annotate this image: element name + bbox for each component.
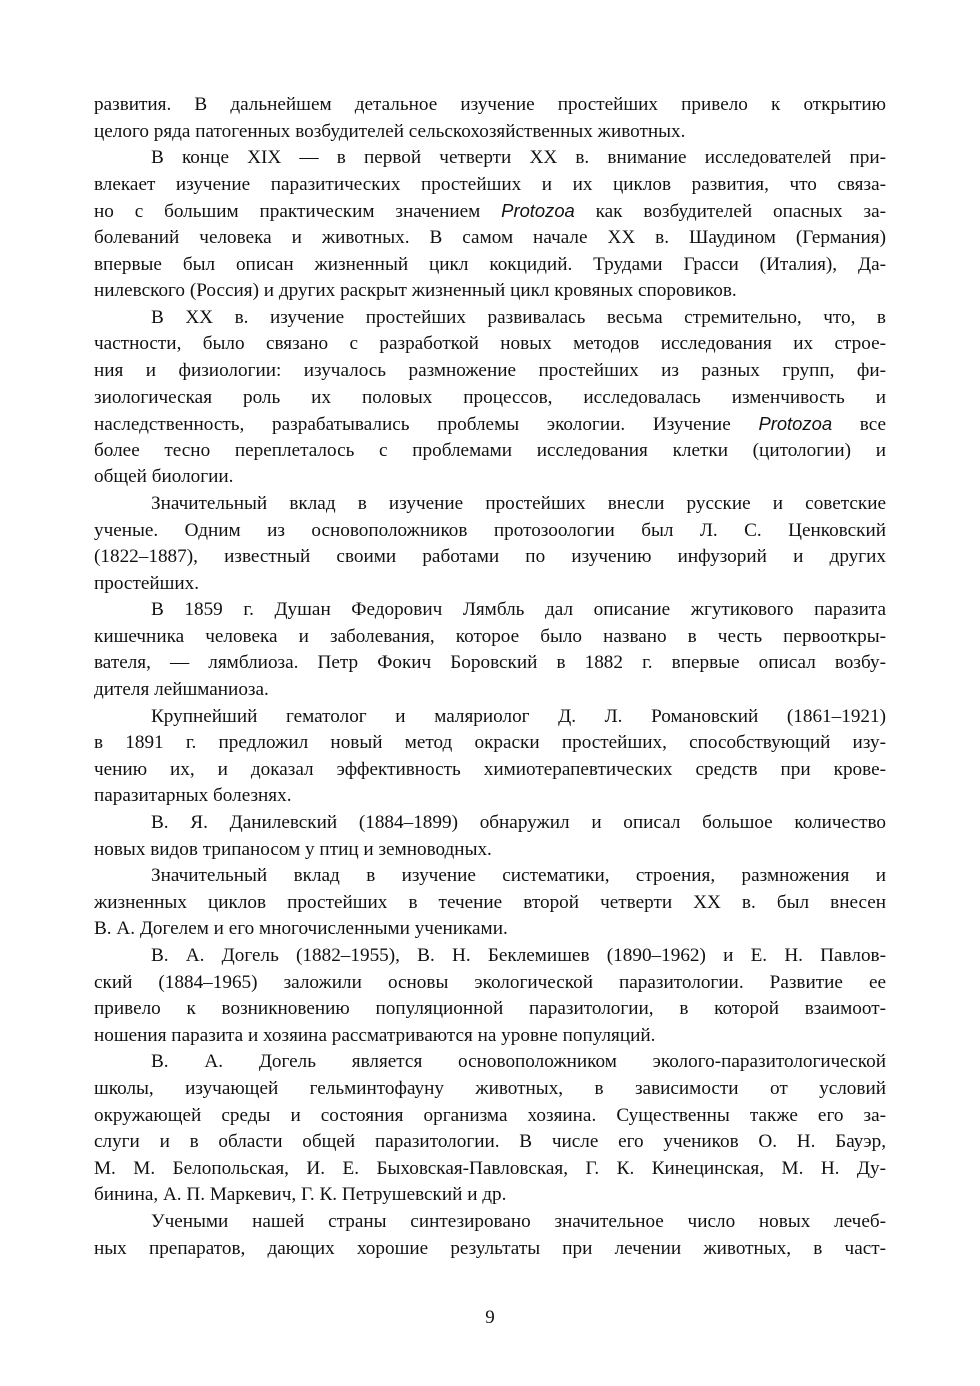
paragraph-7 — [94, 810, 886, 863]
text-line: Крупнейший гематолог и маляриолог Д. Л. Романовский (1861–1921) — [151, 705, 886, 727]
paragraph-2 — [94, 145, 886, 305]
text-line: дителя лейшманиоза. — [94, 679, 269, 701]
text-line: слуги и в области общей паразитологии. В числе его учеников О. Н. Бауэр, — [94, 1131, 886, 1153]
paragraph-3 — [94, 305, 886, 491]
paragraph-11 — [94, 1209, 886, 1262]
paragraph-6 — [94, 704, 886, 810]
text-line: Учеными нашей страны синтезировано значительное число новых лечеб- — [151, 1210, 886, 1232]
paragraph-8 — [94, 863, 886, 943]
text-line: ученые. Одним из основоположников протозоологии был Л. С. Ценковский — [94, 519, 886, 541]
text-line: М. М. Белопольская, И. Е. Быховская-Павловская, Г. К. Кинецинская, М. Н. Ду- — [94, 1157, 886, 1179]
text-line: В. Я. Данилевский (1884–1899) обнаружил и описал большое количество — [151, 812, 886, 834]
text-line: бинина, А. П. Маркевич, Г. К. Петрушевский и др. — [94, 1184, 507, 1206]
text-line: целого ряда патогенных возбудителей сельскохозяйственных животных. — [94, 120, 686, 142]
text-line: более тесно переплеталось с проблемами исследования клетки (цитологии) и — [94, 439, 886, 461]
text-line: окружающей среды и состояния организма хозяина. Существенны также его за- — [94, 1104, 886, 1126]
text-line: (1822–1887), известный своими работами по изучению инфузорий и других — [94, 546, 886, 568]
text-line: жизненных циклов простейших в течение второй четверти XX в. был внесен — [94, 891, 886, 913]
text-line: общей биологии. — [94, 466, 234, 488]
text-line: В. А. Догель (1882–1955), В. Н. Беклемишев (1890–1962) и Е. Н. Павлов- — [151, 945, 886, 966]
text-line: ношения паразита и хозяина рассматриваются на уровне популяций. — [94, 1024, 656, 1046]
paragraph-4 — [94, 491, 886, 597]
latin-term: Protozoa — [501, 200, 575, 222]
text-line: В. А. Догелем и его многочисленными учениками. — [94, 918, 508, 940]
latin-term: Protozoa — [758, 413, 833, 435]
text-line: зиологическая роль их половых процессов, исследовалась изменчивость и — [94, 386, 886, 408]
body-text — [94, 92, 886, 1262]
paragraph-9 — [94, 943, 886, 1049]
text-line: простейших. — [94, 572, 200, 594]
text-line: паразитарных болезнях. — [94, 785, 292, 807]
text-line: ных препаратов, дающих хорошие результаты при лечении животных, в част- — [94, 1237, 886, 1259]
text-line: в 1891 г. предложил новый метод окраски простейших, способствующий изу- — [94, 732, 886, 754]
paragraph-5 — [94, 597, 886, 703]
text-line: кишечника человека и заболевания, которое было названо в честь первооткры- — [94, 625, 886, 647]
text-line: ский (1884–1965) заложили основы экологической паразитологии. Развитие ее — [94, 971, 886, 993]
paragraph-1 — [94, 92, 886, 145]
text-line: чению их, и доказал эффективность химиотерапевтических средств при крове- — [94, 758, 886, 780]
text-line: наследственность, разрабатывались проблемы экологии. Изучение Protozoa все — [94, 413, 886, 436]
text-line: В XX в. изучение простейших развивалась весьма стремительно, что, в — [151, 306, 886, 328]
text-line: школы, изучающей гельминтофауну животных, в зависимости от условий — [94, 1077, 886, 1099]
text-line: болеваний человека и животных. В самом начале XX в. Шаудином (Германия) — [94, 226, 886, 248]
text-line: частности, было связано с разработкой новых методов исследования их строе- — [94, 333, 886, 355]
text-line: нилевского (Россия) и других раскрыт жизненный цикл кровяных споровиков. — [94, 280, 737, 302]
text-line: новых видов трипаносом у птиц и земноводных. — [94, 838, 492, 860]
paragraph-10 — [94, 1049, 886, 1209]
text-line: вателя, — лямблиоза. Петр Фокич Боровский в 1882 г. впервые описал возбу- — [94, 652, 886, 674]
page-number: 9 — [485, 1307, 495, 1328]
text-line: привело к возникновению популяционной паразитологии, в которой взаимоот- — [94, 998, 886, 1020]
text-line: но с большим практическим значением Protozoa как возбудителей опасных за- — [94, 200, 886, 223]
text-line: Значительный вклад в изучение систематики, строения, размножения и — [151, 865, 886, 887]
text-line: В. А. Догель является основоположником эколого-паразитологической — [151, 1051, 886, 1073]
text-line: развития. В дальнейшем детальное изучение простейших привело к открытию — [94, 94, 886, 115]
text-line: ния и физиологии: изучалось размножение простейших из разных групп, фи- — [94, 359, 886, 381]
text-line: влекает изучение паразитических простейших и их циклов развития, что связа- — [94, 173, 886, 195]
text-line: впервые был описан жизненный цикл кокцидий. Трудами Грасси (Италия), Да- — [94, 253, 886, 275]
text-line: В 1859 г. Душан Федорович Лямбль дал описание жгутикового паразита — [151, 599, 886, 621]
text-line: В конце XIX — в первой четверти XX в. внимание исследователей при- — [151, 147, 886, 169]
text-line: Значительный вклад в изучение простейших внесли русские и советские — [151, 492, 886, 514]
